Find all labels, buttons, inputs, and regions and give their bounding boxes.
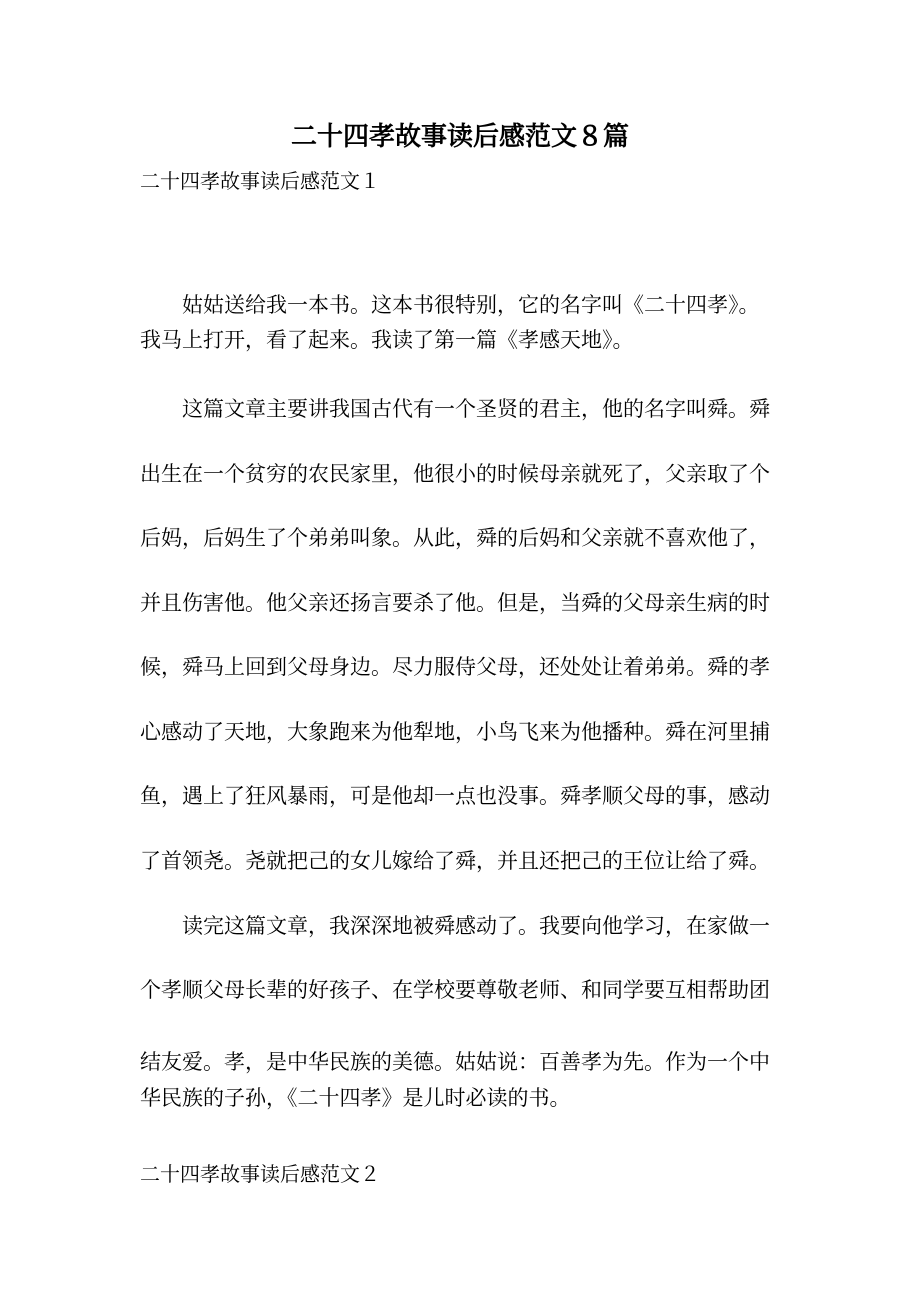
paragraph-line: 个孝顺父母长辈的好孩子、在学校要尊敬老师、和同学要互相帮助团 [140, 978, 770, 1002]
document-title: 二十四孝故事读后感范文８篇 [290, 122, 629, 152]
paragraph-line: 后妈，后妈生了个弟弟叫象。从此，舜的后妈和父亲就不喜欢他了， [140, 526, 770, 550]
paragraph-line: 结友爱。孝，是中华民族的美德。姑姑说：百善孝为先。作为一个中 [140, 1050, 770, 1074]
paragraph-line: 鱼，遇上了狂风暴雨，可是他却一点也没事。舜孝顺父母的事，感动 [140, 784, 770, 808]
paragraph-line: 了首领尧。尧就把己的女儿嫁给了舜，并且还把己的王位让给了舜。 [140, 849, 770, 873]
section-heading: 二十四孝故事读后感范文１ [140, 169, 380, 193]
paragraph-line: 出生在一个贫穷的农民家里，他很小的时候母亲就死了，父亲取了个 [140, 462, 770, 486]
paragraph-line: 候，舜马上回到父母身边。尽力服侍父母，还处处让着弟弟。舜的孝 [140, 655, 770, 679]
paragraph-line: 华民族的子孙，《二十四孝》是儿时必读的书。 [140, 1086, 571, 1110]
paragraph-line: 心感动了天地，大象跑来为他犁地，小鸟飞来为他播种。舜在河里捕 [140, 720, 770, 744]
paragraph-line: 我马上打开，看了起来。我读了第一篇《孝感天地》。 [140, 328, 634, 352]
paragraph-line: 并且伤害他。他父亲还扬言要杀了他。但是，当舜的父母亲生病的时 [140, 591, 770, 615]
section-heading: 二十四孝故事读后感范文２ [140, 1162, 380, 1186]
paragraph-line: 姑姑送给我一本书。这本书很特别，它的名字叫《二十四孝》。 [182, 293, 760, 317]
paragraph-line: 这篇文章主要讲我国古代有一个圣贤的君主，他的名字叫舜。舜 [182, 397, 770, 421]
paragraph-line: 读完这篇文章，我深深地被舜感动了。我要向他学习，在家做一 [182, 914, 770, 938]
